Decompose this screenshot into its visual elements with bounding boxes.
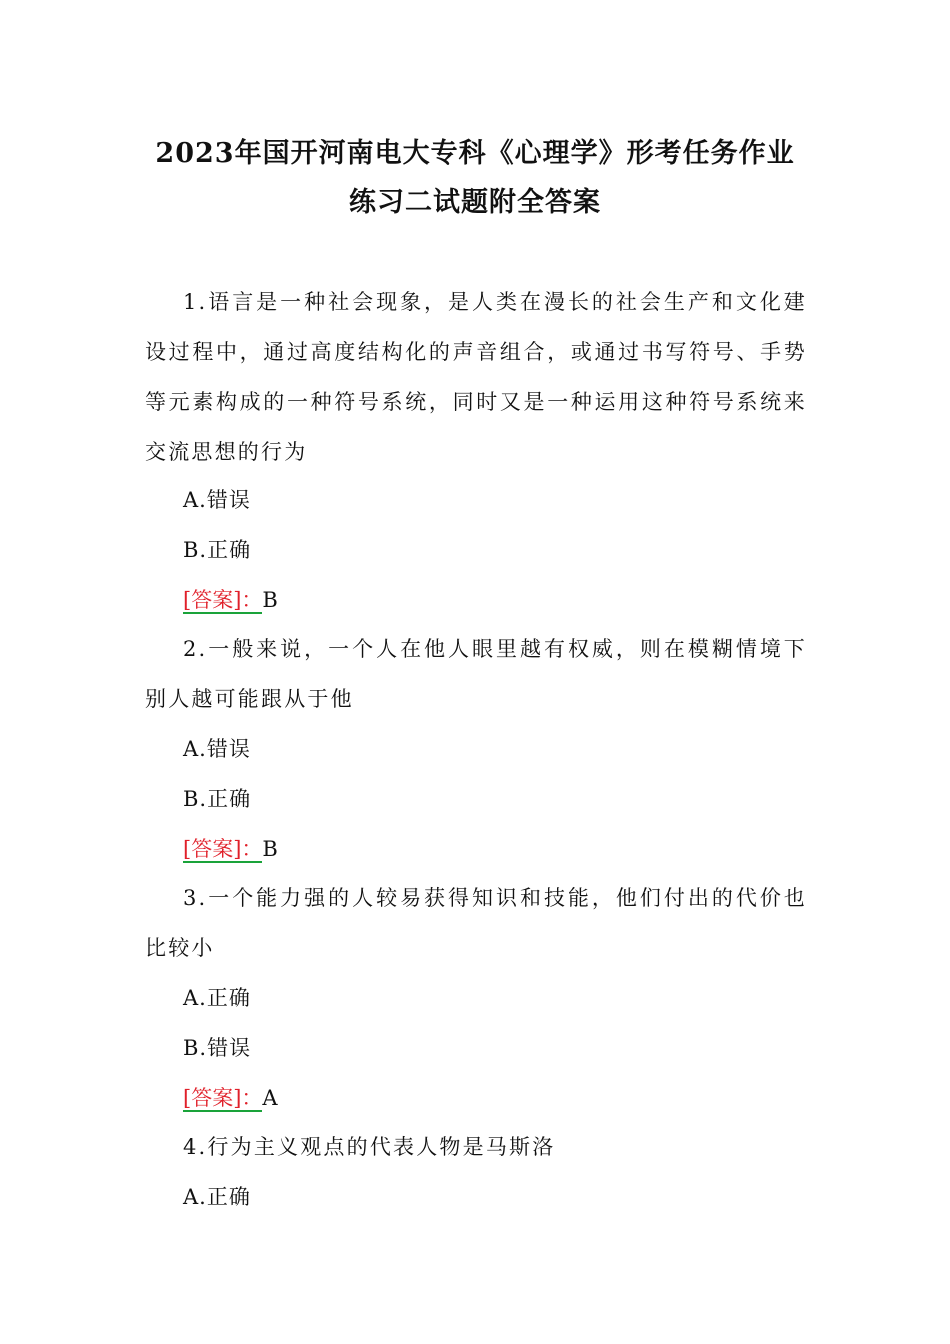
answer-label: [答案]： [183,588,263,612]
answer-label: [答案]： [183,1086,263,1110]
question-1-answer [183,585,278,615]
question-2-option-b: B.正确 [183,787,252,811]
answer-label: [答案]： [183,837,263,861]
question-4-option-a: A.正确 [183,1185,251,1209]
question-1-option-a: A.错误 [183,488,251,512]
document-title-line-1: 2023年国开河南电大专科《心理学》形考任务作业 [155,138,795,169]
answer-value: B [262,588,278,612]
question-3-answer [183,1083,278,1113]
answer-value: A [262,1086,278,1110]
answer-value: B [262,837,278,861]
question-3-option-b: B.错误 [183,1036,252,1060]
question-3-option-a: A.正确 [183,986,251,1010]
question-1-option-b: B.正确 [183,538,252,562]
question-1-text: 1.语言是一种社会现象，是人类在漫长的社会生产和文化建设过程中，通过高度结构化的声音组合，或通过书写符号、手势等元素构成的一种符号系统，同时又是一种运用这种符号系统来交流思想的行为 [145,290,807,464]
question-4-text: 4.行为主义观点的代表人物是马斯洛 [183,1135,556,1159]
document-title-line-2: 练习二试题附全答案 [349,187,601,218]
question-2-text: 2.一般来说，一个人在他人眼里越有权威，则在模糊情境下别人越可能跟从于他 [145,637,807,711]
question-2-answer [183,834,278,864]
question-3-text: 3.一个能力强的人较易获得知识和技能，他们付出的代价也比较小 [145,886,807,960]
question-2-option-a: A.错误 [183,737,251,761]
